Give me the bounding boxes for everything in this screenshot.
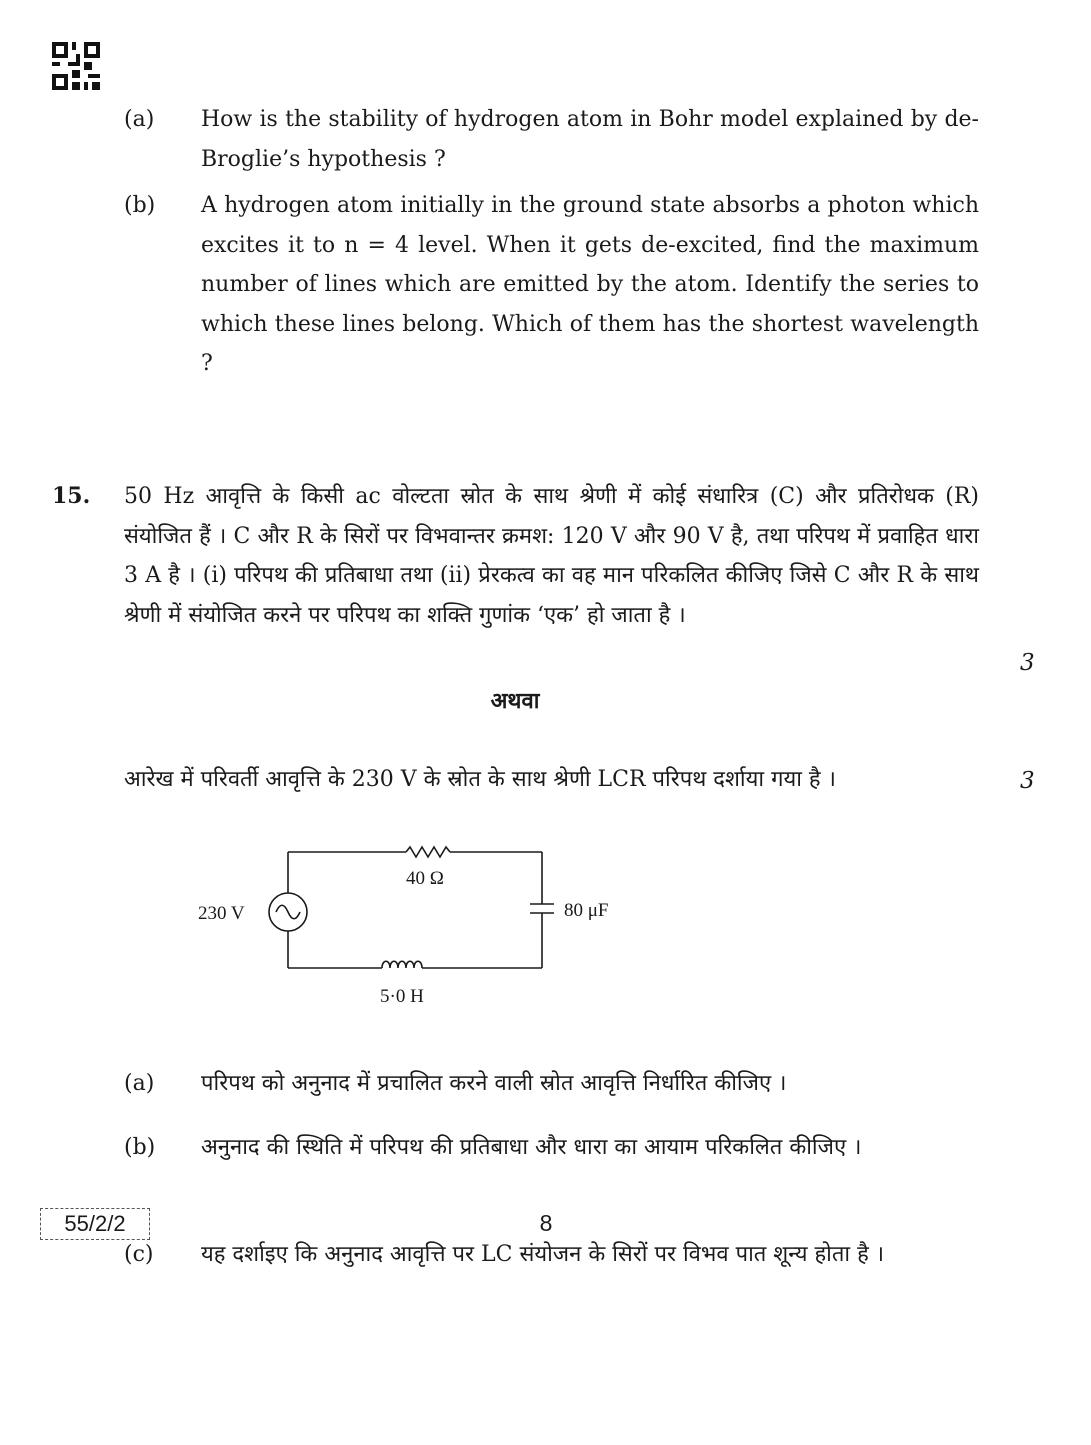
question-number: 15. xyxy=(52,483,91,509)
source-voltage-label: 230 V xyxy=(198,903,245,924)
q15-part-b-text: अनुनाद की स्थिति में परिपथ की प्रतिबाधा और धारा का आयाम परिकलित कीजिए । xyxy=(201,1135,862,1160)
q15-alt-marks: 3 xyxy=(1020,768,1035,794)
q14-part-b-text: A hydrogen atom initially in the ground state absorbs a photon which excites it to n = 4 level. When it gets de-excited, find the maximum number of lines which are emitted by the atom. Identify the series to which these lines belong. Which of them has the shortest wavelength ? xyxy=(201,193,979,376)
lcr-circuit-diagram xyxy=(190,838,640,1013)
page-number: 8 xyxy=(539,1210,553,1236)
q15-part-b-label: (b) xyxy=(124,1135,156,1160)
q14-part-b-label: (b) xyxy=(124,193,156,218)
q15-alt-text: आरेख में परिवर्ती आवृत्ति के 230 V के स्रोत के साथ श्रेणी LCR परिपथ दर्शाया गया है । xyxy=(124,767,836,792)
resistor-symbol xyxy=(406,847,450,857)
qr-code-icon xyxy=(52,42,100,90)
or-heading: अथवा xyxy=(490,688,540,714)
resistor-label: 40 Ω xyxy=(406,868,444,889)
q14-part-a-label: (a) xyxy=(124,107,155,132)
capacitor-label: 80 μF xyxy=(564,900,609,921)
inductor-label: 5·0 H xyxy=(380,986,424,1007)
paper-code: 55/2/2 xyxy=(40,1208,150,1240)
q15-part-a-text: परिपथ को अनुनाद में प्रचालित करने वाली स्रोत आवृत्ति निर्धारित कीजिए । xyxy=(201,1071,787,1096)
q15-part-c-label: (c) xyxy=(124,1242,154,1267)
q15-text: 50 Hz आवृत्ति के किसी ac वोल्टता स्रोत के साथ श्रेणी में कोई संधारित्र (C) और प्रतिरोधक (R) संयोजित हैं । C और R के सिरों पर विभवान्तर क्रमश: 120 V और 90 V है, तथा परिपथ में प्रवाहित धारा 3 A है । (i) परिपथ की प्रतिबाधा तथा (ii) प्रेरकत्व का वह मान परिकलित कीजिए जिसे C और R के साथ श्रेणी में संयोजित करने पर परिपथ का शक्ति गुणांक ‘एक’ हो जाता है । xyxy=(124,484,979,628)
inductor-symbol xyxy=(382,961,422,968)
q15-part-a-label: (a) xyxy=(124,1071,155,1096)
q15-marks: 3 xyxy=(1020,650,1035,676)
q15-part-c-text: यह दर्शाइए कि अनुनाद आवृत्ति पर LC संयोजन के सिरों पर विभव पात शून्य होता है । xyxy=(201,1242,885,1267)
q14-part-a-text: How is the stability of hydrogen atom in Bohr model explained by de-Broglie’s hypothesis ? xyxy=(201,107,979,172)
